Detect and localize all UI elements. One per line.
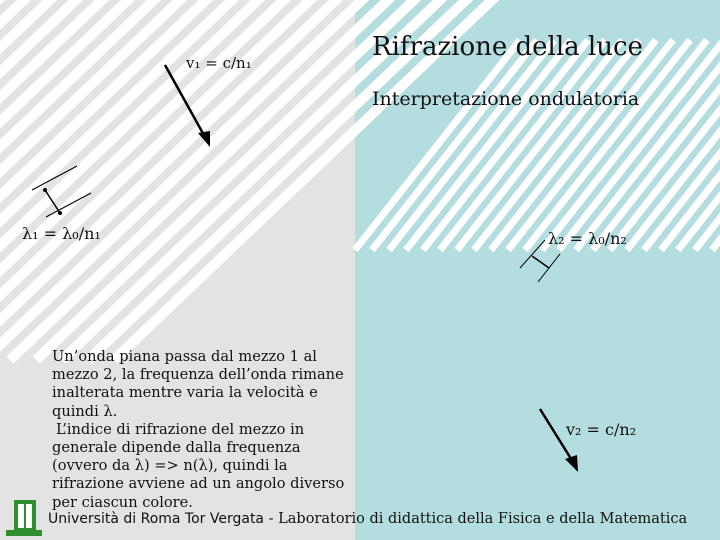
lambda1-dot-a: [43, 188, 47, 192]
v1-label: v₁ = c/n₁: [186, 54, 252, 72]
footer-university: Università di Roma Tor Vergata: [48, 511, 265, 527]
lambda1-label: λ₁ = λ₀/n₁: [22, 224, 101, 243]
footer: [48, 511, 687, 527]
footer-separator: -: [264, 511, 279, 527]
v2-label: v₂ = c/n₂: [566, 420, 637, 439]
university-logo-icon: [4, 494, 44, 538]
explanation-paragraph-1: Un’onda piana passa dal mezzo 1 al mezzo 2, la frequenza dell’onda rimane inalterata mentre varia la velocità e quindi λ.: [52, 348, 344, 420]
explanation-paragraph-2: L’indice di rifrazione del mezzo in generale dipende dalla frequenza (ovvero da λ) => n(λ), quindi la rifrazione avviene ad un angolo diverso per ciascun colore.: [52, 420, 345, 511]
footer-lab: Laboratorio di didattica della Fisica e della Matematica: [278, 511, 688, 527]
slide-subtitle: Interpretazione ondulatoria: [372, 88, 640, 110]
lambda2-label: λ₂ = λ₀/n₂: [548, 229, 627, 248]
slide-title: Rifrazione della luce: [372, 32, 643, 62]
lambda1-dot-b: [58, 211, 62, 215]
explanation-text: [52, 348, 357, 512]
